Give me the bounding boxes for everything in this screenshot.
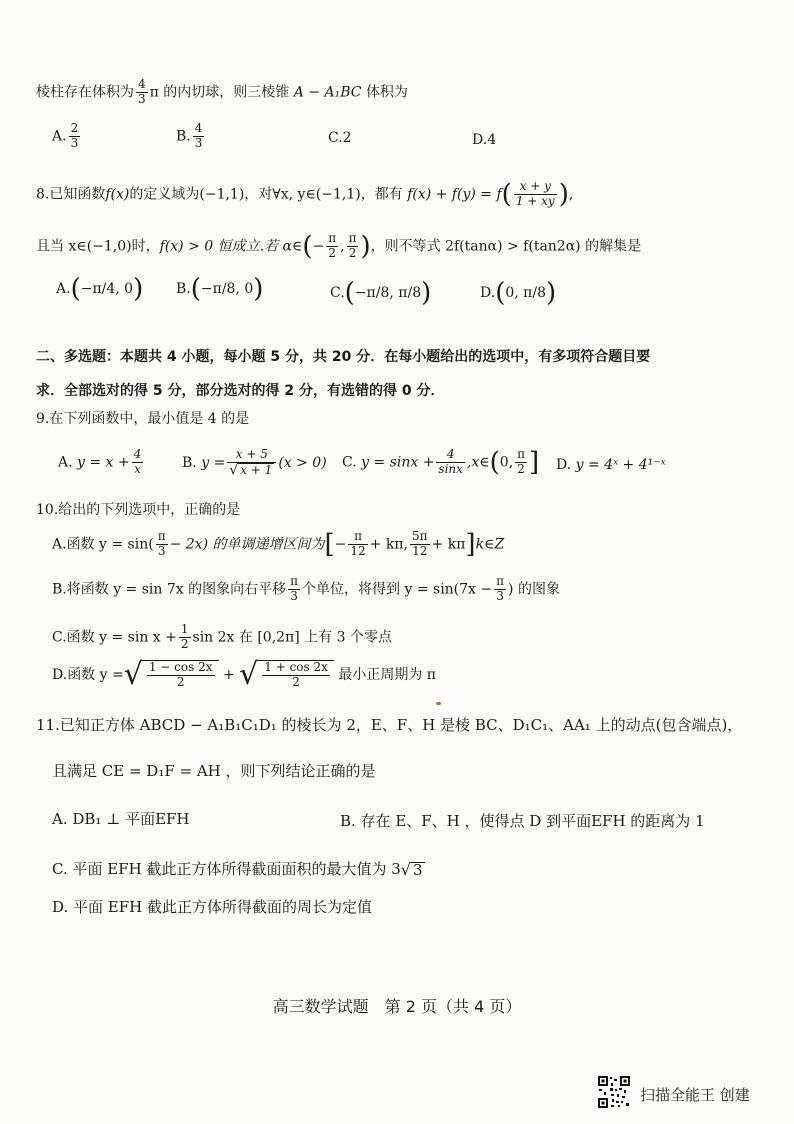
q10-option-b: B.将函数 y = sin 7x 的图象向右平移 $\frac{\pi}{3}$ 个单位，将得到 y = sin(7x − $\frac{\pi}{3}$ ) 的图象 [52,574,560,603]
q11-option-d: D. 平面 EFH 截此正方体所得截面的周长为定值 [52,898,373,916]
q9-stem: 9.在下列函数中，最小值是 4 的是 [36,411,250,427]
q7-option-a: A. $\frac{2}{3}$ [52,121,79,150]
q9-option-b: B. y = $\frac{x + 5}{√ x + 1}$ (x > 0) [182,447,327,479]
scanner-watermark: 扫描全能王 创建 [640,1086,750,1104]
page-footer: 高三数学试题 第 2 页（共 4 页） [272,997,522,1016]
q7-option-c: C.2 [328,130,352,146]
q9-option-a: A. y = x + $\frac{4}{x}$ [58,447,142,476]
section2-line1: 二、多选题：本题共 4 小题，每小题 5 分，共 20 分．在每小题给出的选项中，有多项符合题目要 [36,349,651,365]
q8-option-c: C.(−π/8, π/8) [330,278,432,308]
q10-stem: 10.给出的下列选项中，正确的是 [36,502,241,518]
q10-option-a: A.函数 y = sin( $\frac{\pi}{3}$ − 2x) 的单调递增区间为[− $\frac{\pi}{12}$ + kπ, $\frac{5\pi}{12}$ + kπ]k∈Z [52,529,505,560]
q8-option-b: B.(−π/8, 0) [176,274,264,304]
section2-line2: 求．全部选对的得 5 分，部分选对的得 2 分，有选错的得 0 分． [36,383,445,399]
q9-option-c: C. y = sinx + $\frac{4}{\sin x}$ ,x∈(0, $\frac{\pi}{2}$ ] [342,447,540,478]
q11-option-a: A. DB₁ ⊥ 平面EFH [52,810,190,828]
fraction: $\frac{4}{3}$ [138,77,146,106]
q7-line: 棱柱存在体积为 $\frac{4}{3}$ π 的内切球，则三棱锥 A − A₁BC 体积为 [36,77,408,106]
q7-option-b: B. $\frac{4}{3}$ [176,121,203,150]
q11-line1: 11.已知正方体 ABCD − A₁B₁C₁D₁ 的棱长为 2，E、F、H 是棱 BC、D₁C₁、AA₁ 上的动点(包含端点)， [36,716,743,734]
ink-speck [436,702,441,705]
q7-option-d: D.4 [472,132,497,148]
q8-line2: 且当 x∈(−1,0)时，f(x) > 0 恒成立.若 α∈(− $\frac{\pi}{2}$ , $\frac{\pi}{2}$ )，则不等式 2f(tanα) > f(tan2α) 的解集是 [36,231,642,262]
q8-option-d: D.(0, π/8) [480,278,557,308]
q11-line2: 且满足 CE = D₁F = AH ，则下列结论正确的是 [52,762,376,780]
q8-option-a: A.(−π/4, 0) [56,274,144,304]
q10-option-c: C.函数 y = sin x + $\frac{1}{2}$ sin 2x 在 [0,2π] 上有 3 个零点 [52,622,392,651]
q9-option-d: D. y = 4ˣ + 4¹⁻ˣ [556,457,666,473]
q11-option-b: B. 存在 E、F、H ，使得点 D 到平面EFH 的距离为 1 [340,812,705,830]
qr-code-icon [597,1075,631,1109]
q8-line1: 8.已知函数f(x)的定义域为(−1,1)，对∀x, y∈(−1,1)，都有 f(x) + f(y) = f( $\frac{x + y}{1 + xy}$ ), [36,179,574,210]
q10-option-d: D.函数 y =√ $\frac{1 - \cos 2x}{2}$ + √ $\frac{1 + \cos 2x}{2}$ 最小正周期为 π [52,657,437,692]
q11-option-c: C. 平面 EFH 截此正方体所得截面面积的最大值为 3√ 3 [52,860,423,879]
